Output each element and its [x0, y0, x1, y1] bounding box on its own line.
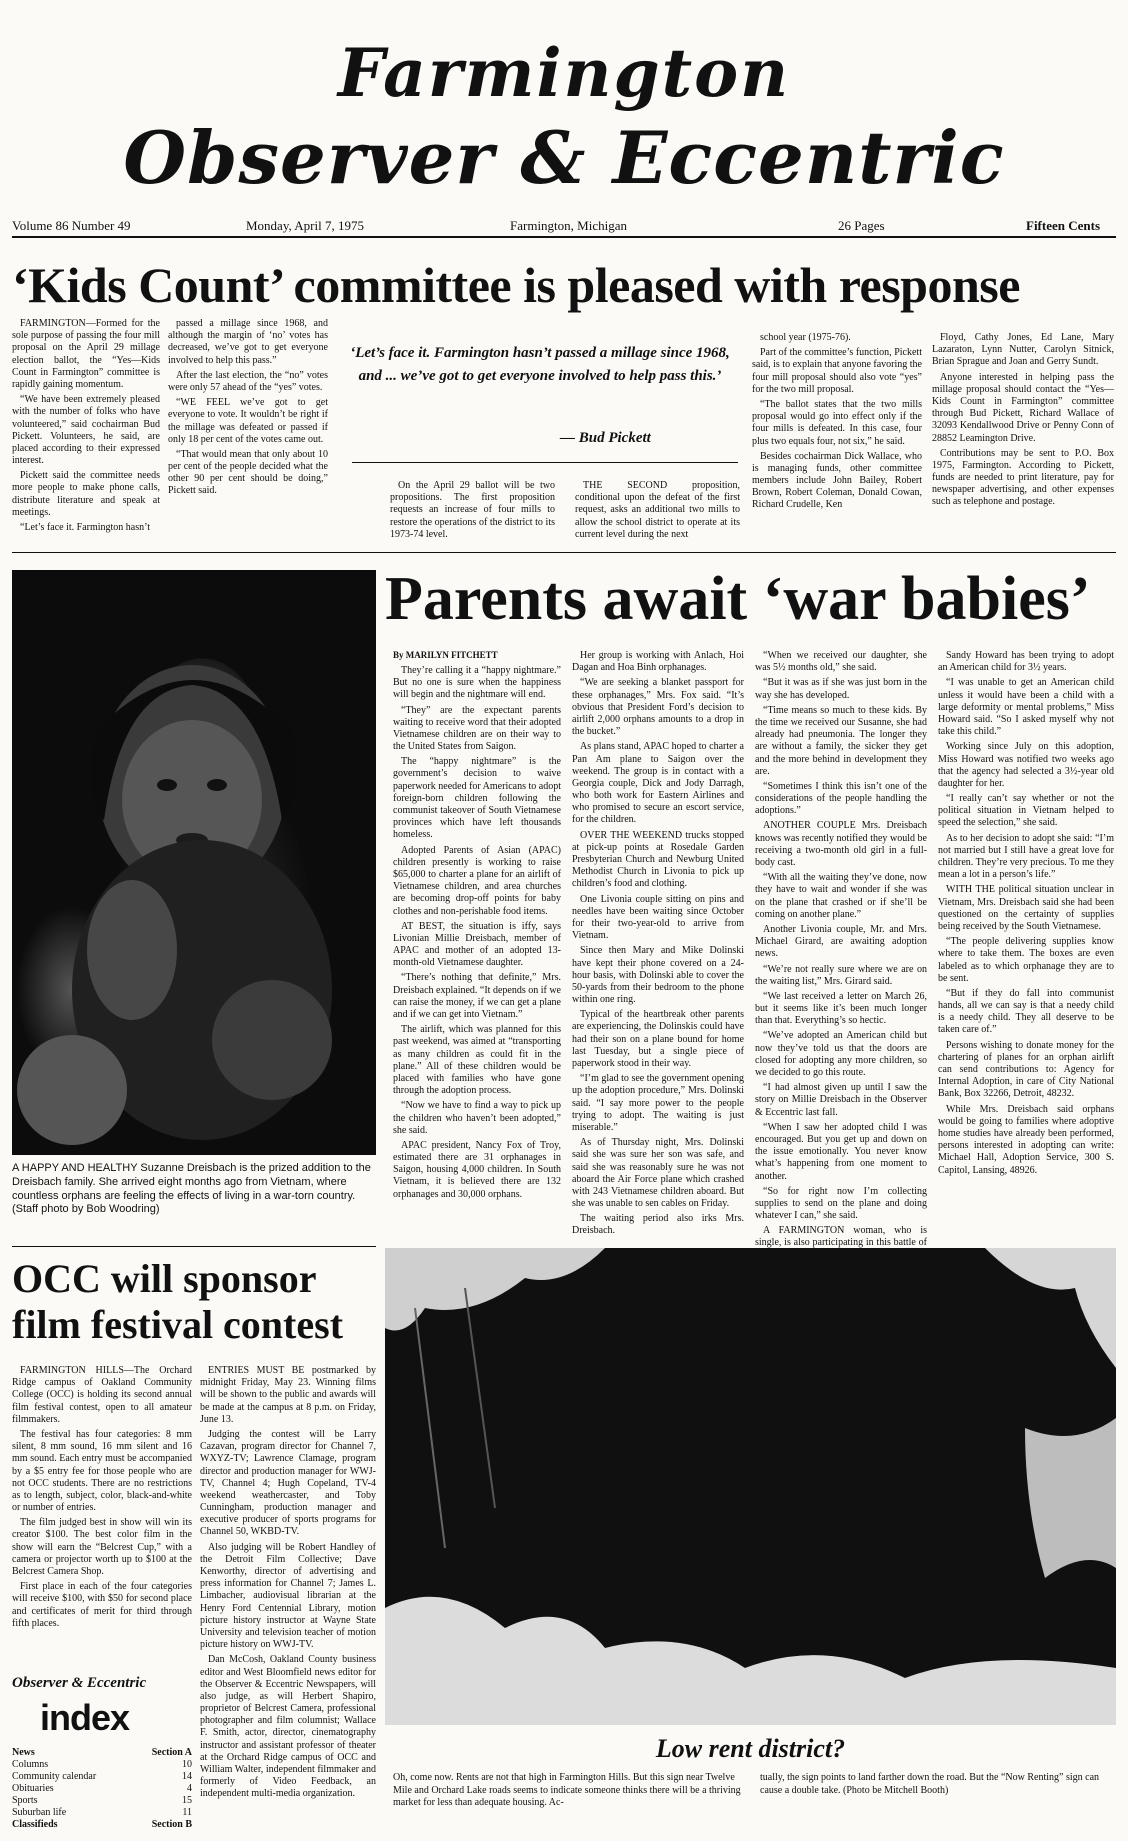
paragraph: WITH THE political situation unclear in Vietnam, Mrs. Dreisbach said she had been questioned on the certainty of supplies being received by the South Vietnamese.: [938, 884, 1114, 932]
page-count: 26 Pages: [838, 218, 885, 233]
paragraph: The airlift, which was planned for this past weekend, was aimed at “transporting as many children as could fit in the plane.” All of these children would be placed with families who have gone through the adoption process.: [393, 1024, 561, 1097]
paragraph: Another Livonia couple, Mr. and Mrs. Michael Girard, are awaiting adoption news.: [755, 923, 927, 960]
paragraph: “We have been extremely pleased with the number of folks who have volunteered,” said cochairman Bud Pickett. Volunteers, he said, are placed according to their expressed interest.: [12, 394, 160, 467]
paragraph: “We’re not really sure where we are on the waiting list,” Mrs. Girard said.: [755, 963, 927, 987]
paragraph: “There’s nothing that definite,” Mrs. Dreisbach explained. “It depends on if we can raise the money, if we can get a plane and if we can get into Vietnam.”: [393, 972, 561, 1021]
index-title: index: [40, 1697, 130, 1738]
paragraph: Dan McCosh, Oakland County business editor and West Bloomfield news editor for the Observer & Eccentric Newspapers, will also judge, as will Herbert Shapiro, proprietor of Belcrest Camera, professional photographer and film columnist; Wallace F. Smith, actor, director, cinematography instructor and assistant professor of theater at the Orchard Ridge campus of OCC and William Walter, independent filmmaker and formerly of Video Feedback, an independent multi-media organization.: [200, 1654, 376, 1800]
index-row-name: Obituaries: [12, 1783, 54, 1794]
story3-column-2: [200, 1365, 376, 1835]
paragraph: ENTRIES MUST BE postmarked by midnight Friday, May 23. Winning films will be shown to the public and awards will be made at the campus at 8 p.m. on Friday, June 13.: [200, 1365, 376, 1425]
headline-kids-count: ‘Kids Count’ committee is pleased with response: [12, 257, 1020, 313]
section-rule: [12, 1246, 376, 1247]
pull-quote-attribution: — Bud Pickett: [560, 430, 651, 446]
paragraph: “When we received our daughter, she was 5½ months old,” she said.: [755, 650, 927, 674]
index-row: [12, 1771, 192, 1783]
index-row: [12, 1795, 192, 1807]
paragraph: “That would mean that only about 10 per cent of the people decided what the other 90 per cent should be doing,” Pickett said.: [168, 448, 328, 497]
index-row-section: Section A: [151, 1747, 192, 1758]
story2-column-4: [938, 650, 1114, 1230]
price: Fifteen Cents: [1026, 218, 1101, 233]
paragraph: “The ballot states that the two mills proposal would go into effect only if the four mills is defeated. In this case, four plus two equals four, not six,” he said.: [752, 398, 922, 447]
index-row: [12, 1759, 192, 1771]
photo-headline: Low rent district?: [655, 1734, 846, 1763]
index-row-name: Suburban life: [12, 1807, 67, 1818]
story1-column-5: [752, 332, 922, 542]
paragraph: First place in each of the four categories will receive $100, with $50 for second place and certificates of merit for third through fifth places.: [12, 1581, 192, 1629]
paragraph: Adopted Parents of Asian (APAC) children presently is working to raise $65,000 to charter a plane for an airlift of Vietnamese children, and area churches are becoming drop-off points for baby clothes and non-perishable food items.: [393, 844, 561, 917]
index-row-name: Community calendar: [12, 1771, 97, 1782]
paragraph: “I really can’t say whether or not the political situation in Vietnam helped to speed the selection,” she said.: [938, 793, 1114, 829]
masthead-title-line1: Farmington: [337, 34, 791, 112]
index-row-name: News: [12, 1747, 35, 1758]
paragraph: Also judging will be Robert Handley of the Detroit Film Collective; Dave Kenworthy, director of advertising and press information for Channel 7; James L. Limbacher, audiovisual librarian at the Henry Ford Centennial Library, motion picture history instructor at Wayne State University and television teacher of motion picture history on WWJ-TV.: [200, 1541, 376, 1651]
paragraph: A FARMINGTON woman, who is single, is also participating in this battle of: [755, 1225, 927, 1249]
paragraph: “WE FEEL we’ve got to get everyone to vote. It wouldn’t be right if the millage was defeated or passed if only 18 per cent of the votes came out.: [168, 397, 328, 445]
byline: By MARILYN FITCHETT: [393, 650, 498, 660]
pull-quote: ‘Let’s face it. Farmington hasn’t passed a millage since 1968, and ... we’ve got to get everyone involved to help pass this.’: [350, 345, 730, 385]
volume-number: Volume 86 Number 49: [12, 218, 131, 233]
photo-suzanne-dreisbach: [12, 570, 376, 1155]
paragraph: They’re calling it a “happy nightmare.” But no one is sure when the happiness will begin and the nightmare will end.: [393, 664, 561, 701]
photo-figure: [12, 570, 376, 1155]
index-row: [12, 1747, 192, 1759]
index-row: [12, 1807, 192, 1819]
story1-column-2: [168, 318, 328, 538]
photo-caption-left: Oh, come now. Rents are not that high in Farmington Hills. But this sign near Twelve Mile and Orchard Lake roads seems to indicate someone thinks there will be a thriving market for less than adequate housing. Ac-: [393, 1772, 741, 1808]
paragraph: “I had almost given up until I saw the story on Millie Dreisbach in the Observer & Eccentric last fall.: [755, 1082, 927, 1118]
story1-column-4: [575, 480, 740, 542]
headline-war-babies: Parents await ‘war babies’: [385, 565, 1091, 633]
index-row-name: Columns: [12, 1759, 49, 1770]
masthead-title-line2: Observer & Eccentric: [123, 115, 1005, 200]
paragraph: Besides cochairman Dick Wallace, who is managing funds, other committee members include John Bailey, Robert Brown, Robert Coleman, Donald Cowan, Richard Crudelle, Ken: [752, 450, 922, 511]
paragraph: As plans stand, APAC hoped to charter a Pan Am plane to Saigon over the weekend. The group is in contact with a Georgia couple, Dick and Jody Darragh, who both work for Eastern Airlines and who promised to secure an escort service, for the children.: [572, 741, 744, 826]
paragraph: Sandy Howard has been trying to adopt an American child for 3½ years.: [938, 650, 1114, 674]
story2-column-3: [755, 650, 927, 1249]
index-table: [12, 1747, 192, 1831]
paragraph: Contributions may be sent to P.O. Box 1975, Farmington. According to Pickett, funds are needed to print literature, pay for newspaper advertising, and other expenses such as telephone and postage.: [932, 447, 1114, 508]
paragraph: Typical of the heartbreak other parents are experiencing, the Dolinskis could have had their son on a plane bound for home last Tuesday, but a single piece of paperwork stood in their way.: [572, 1009, 744, 1069]
paragraph: Persons wishing to donate money for the chartering of planes for an orphan airlift can send contributions to: Agency for Internal Adoption, in care of City National Bank, Box 32266, Detroit, 48232.: [938, 1039, 1114, 1100]
paragraph: Her group is working with Anlach, Hoi Dagan and Hoa Binh orphanages.: [572, 650, 744, 674]
index-row-name: Sports: [12, 1795, 38, 1806]
paragraph: AT BEST, the situation is iffy, says Livonian Millie Dreisbach, member of APAC and mother of an adopted 13-month-old Vietnamese daughter.: [393, 920, 561, 969]
index-row-section: Section B: [151, 1819, 192, 1830]
index-row-name: Classifieds: [12, 1819, 58, 1830]
paragraph: As to her decision to adopt she said: “I’m not married but I still have a great love for children. They’re very precious. To me they mean a lot in a person’s life.”: [938, 832, 1114, 881]
paragraph: As of Thursday night, Mrs. Dolinski said she was sure her son was safe, and said she was reasonably sure he was not aboard the Air Force plane which crashed with 243 Vietnamese children aboard. But she was unable to sen cables on Friday.: [572, 1137, 744, 1210]
masthead-rule: [12, 236, 1116, 238]
paragraph: “I was unable to get an American child unless it would have been a child with a large deformity or mental problems,” Miss Howard said. “So I asked myself why not take this child.”: [938, 677, 1114, 738]
paragraph: “They” are the expectant parents waiting to receive word that their adopted Vietnamese children are on their way to the United States from Saigon.: [393, 704, 561, 753]
section-rule: [12, 552, 1116, 553]
paragraph: Floyd, Cathy Jones, Ed Lane, Mary Lazaraton, Lynn Nutter, Carolyn Sitnick, Brian Sprague and Joan and Gerry Sundt.: [932, 332, 1114, 368]
index-row-section: 10: [182, 1759, 192, 1770]
story2-column-2: [572, 650, 744, 1237]
paragraph: OVER THE WEEKEND trucks stopped at pick-up points at Rosedale Garden Presbyterian Church and Newburg United Methodist Church in Livonia to pick up children’s food and clothing.: [572, 829, 744, 890]
index-row: [12, 1783, 192, 1795]
index-row-section: 4: [187, 1783, 192, 1794]
paragraph: Pickett said the committee needs more people to make phone calls, distribute literature and speak at meetings.: [12, 470, 160, 518]
headline-occ-film-festival: OCC will sponsor film festival contest: [12, 1256, 344, 1347]
index-row-section: 14: [182, 1771, 192, 1782]
paragraph: The film judged best in show will win its creator $100. The best color film in the show will earn the “Belcrest Cup,” with a camera or projector worth up to $100 at the Belcrest Camera Shop.: [12, 1517, 192, 1577]
paragraph: FARMINGTON HILLS—The Orchard Ridge campus of Oakland Community College (OCC) is holding its second annual film festival contest, open to all amateur filmmakers.: [12, 1365, 192, 1425]
paragraph: Working since July on this adoption, Miss Howard was notified two weeks ago that the agency had selected a 3½-year old daughter for her.: [938, 741, 1114, 789]
paragraph: After the last election, the “no” votes were only 57 ahead of the “yes” votes.: [168, 369, 328, 393]
paragraph: “We are seeking a blanket passport for these orphanages,” Mrs. Fox said. “It’s obvious that President Ford’s decision to airlift 2,000 orphans amounts to a drop in the bucket.”: [572, 677, 744, 738]
paragraph: Anyone interested in helping pass the millage proposal should contact the “Yes—Kids Count in Farmington” committee through Bud Pickett, Richard Wallace of 32093 Kendallwood Drive or Penny Conn of 28852 Leamington Drive.: [932, 371, 1114, 444]
paragraph: Part of the committee’s function, Pickett said, is to explain that anyone favoring the four mill proposal should also vote “yes” for the two mill proposal.: [752, 347, 922, 395]
paragraph: “The people delivering supplies know where to take them. The boxes are even labeled as to which orphanage they are to be sent.: [938, 936, 1114, 984]
paragraph: The waiting period also irks Mrs. Dreisbach.: [572, 1213, 744, 1237]
paragraph: Judging the contest will be Larry Cazavan, program director for Channel 7, WXYZ-TV; Lawrence Clamage, program director and production manager for WWJ-TV, Channel 4; Hugh Copeland, TV-4 weekend weathercaster, and Toby Cunningham, production manager and executive producer of sports programs for Channel 50, WKBD-TV.: [200, 1428, 376, 1538]
index-row-section: 11: [182, 1807, 192, 1818]
paragraph: school year (1975-76).: [760, 332, 851, 343]
paragraph: “I’m glad to see the government opening up the adoption procedure,” Mrs. Dolinski said. “I say more power to the people trying to adopt. The waiting is just miserable.”: [572, 1073, 744, 1133]
paragraph: “Let’s face it. Farmington hasn’t: [20, 522, 151, 533]
dateline-place: Farmington, Michigan: [510, 218, 627, 233]
index-row-section: 15: [182, 1795, 192, 1806]
photo-caption: A HAPPY AND HEALTHY Suzanne Dreisbach is the prized addition to the Dreisbach family. She arrived eight months ago from Vietnam, where countless orphans are feeling the effects of living in a war-torn country. (Staff photo by Bob Woodring): [12, 1162, 371, 1216]
paragraph: “Now we have to find a way to pick up the children who haven’t been adopted,” she said.: [393, 1100, 561, 1136]
story1-column-1: [12, 318, 160, 538]
paragraph: The “happy nightmare” is the government’s decision to waive paperwork needed for Americans to adopt foreign-born children following the communist takeover of South Vietnamese provinces which have left thousands homeless.: [393, 756, 561, 841]
photo-low-rent-sign: [385, 1248, 1116, 1725]
paragraph: On the April 29 ballot will be two propositions. The first proposition requests an increase of four mills to restore the operations of the district to its 1973-74 level.: [390, 480, 555, 540]
paragraph: ANOTHER COUPLE Mrs. Dreisbach knows was recently notified they would be receiving a two-month old girl in a full-body cast.: [755, 820, 927, 868]
paragraph: “Sometimes I think this isn’t one of the considerations of the people handling the adoptions.”: [755, 780, 927, 817]
photo-scene: [385, 1248, 1116, 1725]
paragraph: “When I saw her adopted child I was encouraged. But you get up and down on the issue emotionally. You never know what’s happening from one moment to another.: [755, 1121, 927, 1182]
story1-column-3: [390, 480, 555, 542]
pull-quote-rule: [352, 462, 738, 463]
paragraph: “So for right now I’m collecting supplies to send on the plane and doing whatever I can,” she said.: [755, 1185, 927, 1222]
photo-caption-right: tually, the sign points to land farther down the road. But the “Now Renting” sign can cause a double take. (Photo be Mitchell Booth): [760, 1772, 1100, 1796]
paragraph: One Livonia couple sitting on pins and needles have been waiting since October for their two-year-old to arrive from Vietnam.: [572, 893, 744, 942]
story1-column-6: [932, 332, 1114, 542]
paragraph: “With all the waiting they’ve done, now they have to wait and wonder if she was on the plane that crashed or if she’ll be coming on another plane.”: [755, 872, 927, 920]
paragraph: THE SECOND proposition, conditional upon the defeat of the first request, asks an additional two mills to allow the school district to operate at its current level during the next: [575, 480, 740, 540]
paragraph: passed a millage since 1968, and although the margin of ‘no’ votes has decreased, we’ve got to get everyone involved to help this pass.”: [168, 318, 328, 366]
paragraph: “But if they do fall into communist hands, all we can say is that a needy child is a needy child. They all deserve to be taken care of.”: [938, 987, 1114, 1036]
issue-date: Monday, April 7, 1975: [246, 218, 364, 233]
paragraph: The festival has four categories: 8 mm silent, 8 mm sound, 16 mm silent and 16 mm sound. Each entry must be accompanied by a $5 entry fee for those people who are not OCC students. There are no restrictions as to length, subject, color, black-and-white or number of entries.: [12, 1428, 192, 1514]
index-brand: Observer & Eccentric: [12, 1675, 147, 1691]
paragraph: Since then Mary and Mike Dolinski have kept their phone covered on a 24-hour basis, with Dolinski able to cover the 50-yards from their bedroom to the phone within one ring.: [572, 945, 744, 1006]
story3-column-1: [12, 1365, 192, 1640]
paragraph: While Mrs. Dreisbach said orphans would be going to families where adoptive home studies have already been performed, persons interested in adopting can write: Michael Hall, Adoption Service, 300 S. Capitol, Lansing, 48926.: [938, 1103, 1114, 1176]
story2-column-1: [393, 650, 561, 1230]
paragraph: APAC president, Nancy Fox of Troy, estimated there are 31 orphanages in Saigon, housing 4,000 children. In South Vietnam, it is believed there are 132 orphanages and 30,000 orphans.: [393, 1139, 561, 1200]
index-row: [12, 1819, 192, 1831]
paragraph: “Time means so much to these kids. By the time we received our Susanne, she had already had pneumonia. The longer they are without a family, the sicker they get and the more behind in development they are.: [755, 704, 927, 777]
paragraph: “But it was as if she was just born in the way she has developed.: [755, 677, 927, 701]
paragraph: FARMINGTON—Formed for the sole purpose of passing the four mill proposal on the April 29 millage election ballot, the “Yes—Kids Count in Farmington” committee is rapidly gaining momentum.: [12, 318, 160, 390]
paragraph: “We’ve adopted an American child but now they’ve told us that the doors are closed for adopting any more children, so we decided to go this route.: [755, 1030, 927, 1078]
paragraph: “We last received a letter on March 26, but it seems like it’s been much longer than that. Everything’s so hectic.: [755, 990, 927, 1027]
